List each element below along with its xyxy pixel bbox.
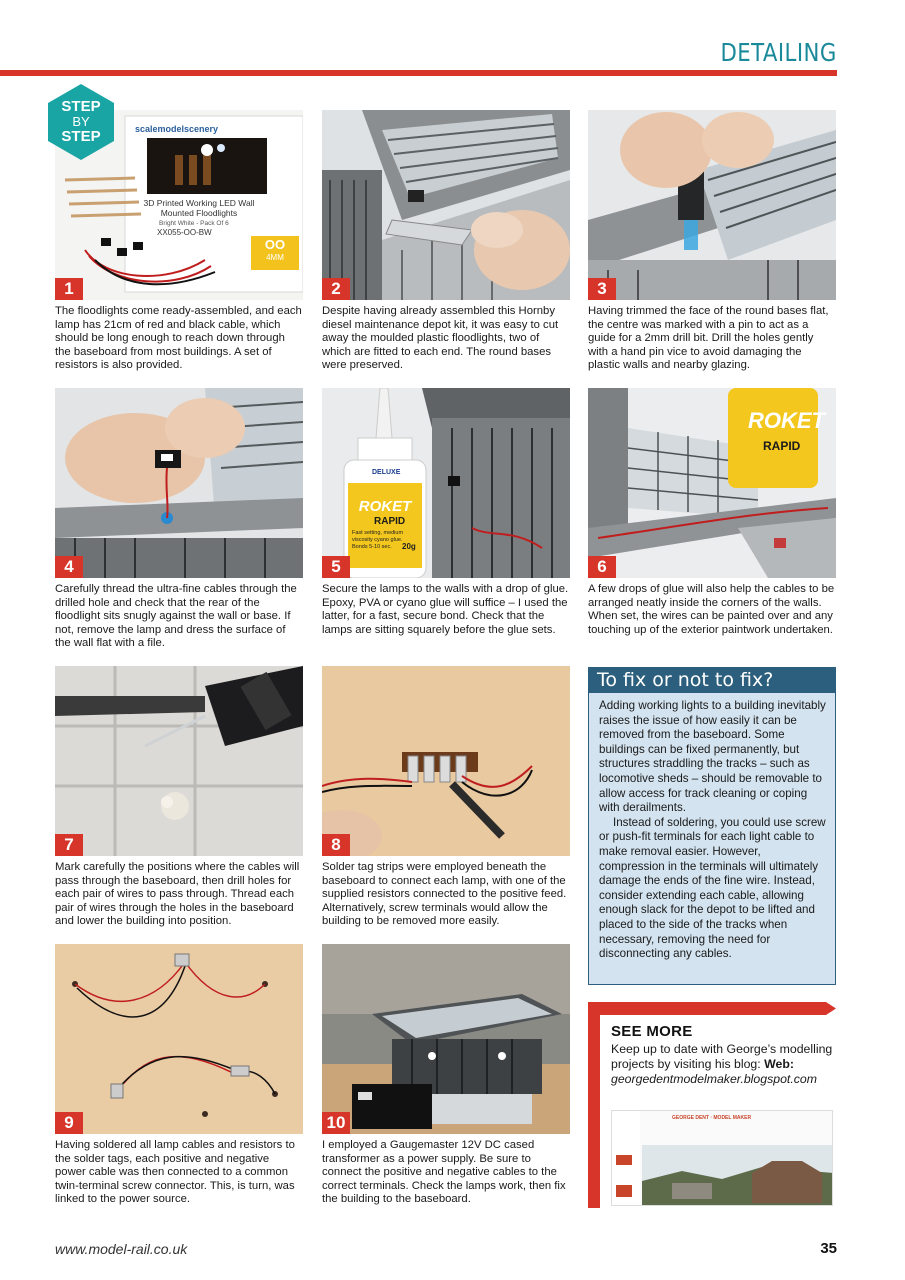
pack-scale-mm: 4MM [266,253,284,262]
step-9-caption: Having soldered all lamp cables and resistors to the solder tags, each positive and negative power cable was then connected to a common twin-terminal screw connector. This, is turn, was linked to the power source. [55,1139,295,1206]
step-6-caption: A few drops of glue will also help the cables to be arranged neatly inside the corners of the walls. When set, the wires can be painted over and any touching up of the exterior paintwork undertaken. [588,583,835,636]
step-9 [55,944,303,1207]
sidebar-paragraph-2: Instead of soldering, you could use screw or push-fit terminals for each light cable to make removal easier. However, compression in the terminals will ultimately damage the ends of the fine wire. Instead, consider extending each cable, allowing enough slack for the depot to be lifted and placed to the side of the tracks when necessary, removing the need for disconnecting any cables. [599,815,826,961]
step-4-caption: Carefully thread the ultra-fine cables through the drilled hole and check that the rear of the floodlight sits snugly against the wall or base. If not, remove the lamp and dress the surface of the wall flat with a file. [55,583,297,650]
step-7 [55,666,303,929]
threading-cable-image [55,388,303,578]
step-7-photo [55,666,303,856]
step-10-caption: I employed a Gaugemaster 12V DC cased transformer as a power supply. Be sure to connect the positive and negative cables to the correct terminals. Check the lamps work, then fix the building to the baseboard. [322,1139,566,1206]
bottle-brand: ROKET [358,498,412,515]
step-10 [322,944,570,1207]
see-more-heading: SEE MORE [611,1023,693,1040]
fix-sidebar [588,667,836,985]
step-8-caption: Solder tag strips were employed beneath the baseboard to connect each lamp, with one of the supplied resistors connected to the positive feed. Alternatively, screw terminals would allow the building to be removed more easily. [322,861,567,928]
step-8 [322,666,570,929]
step-9-photo [55,944,303,1134]
svg-text:ROKET: ROKET [748,408,825,433]
svg-text:RAPID: RAPID [763,439,801,453]
step-2 [322,110,570,373]
step-7-number: 7 [55,834,83,856]
badge-line-1: STEP [61,98,101,115]
bottle-maker: DELUXE [372,469,401,476]
step-5-number: 5 [322,556,350,578]
sidebar-paragraph-1: Adding working lights to a building inevitably raises the issue of how easily it can be removed from the baseboard. Some buildings can be fixed permanently, but structures straddling the tracks – such as locomotive sheds – should be removable to allow access for track cleaning or coping with derailments. [599,699,826,815]
step-10-photo [322,944,570,1134]
step-3-number: 3 [588,278,616,300]
pack-scale: OO [264,237,286,252]
pack-title: 3D Printed Working LED Wall Mounted Floodlights [143,198,255,218]
step-1-caption: The floodlights come ready-assembled, and each lamp has 21cm of red and black cable, which should be long enough to reach down through the baseboard from most buildings. A set of resistors is also provided. [55,305,302,372]
step-9-number: 9 [55,1112,83,1134]
step-5-photo [322,388,570,578]
step-2-caption: Despite having already assembled this Hornby diesel maintenance depot kit, it was easy to cut away the moulded plastic floodlights, two of which are fitted to each end. The round bases were preserved. [322,305,559,372]
blog-screenshot [611,1110,833,1206]
step-3 [588,110,836,373]
step-6-number: 6 [588,556,616,578]
pack-code: XX055-OO-BW [157,228,212,237]
step-4 [55,388,303,651]
see-more-side-bar [588,1002,600,1208]
badge-line-2: BY [72,114,90,129]
pack-subtitle: Bright White - Pack Of 6 [159,220,229,227]
step-6 [588,388,836,637]
bottle-size: 20g [402,542,416,551]
bottle-line-2: viscosity cyano glue. [352,537,403,543]
step-5-caption: Secure the lamps to the walls with a drop of glue. Epoxy, PVA or cyano glue will suffice – I used the latter, for a fast, secure bond. Check that the lamps are sitting squarely before the glue sets. [322,583,569,636]
step-7-caption: Mark carefully the positions where the cables will pass through the baseboard, then drill holes for each pair of wires to pass through. Thread each pair of wires through the holes in the baseboard and lower the building into position. [55,861,300,928]
finished-depot-image [322,944,570,1134]
step-3-photo [588,110,836,300]
step-8-number: 8 [322,834,350,856]
blog-url-link[interactable]: georgedentmodelmaker.blogspot.com [611,1071,817,1086]
pin-vice-drilling-image [588,110,836,300]
footer-url: www.model-rail.co.uk [55,1241,188,1257]
bottle-type: RAPID [374,516,406,527]
step-5 [322,388,570,637]
see-more-panel [588,1002,836,1208]
step-3-caption: Having trimmed the face of the round bases flat, the centre was marked with a pin to act as a guide for a 2mm drill bit. Drill the holes gently with a hand pin vice to avoid damaging the plastic walls and nearby glazing. [588,305,829,372]
step-8-photo [322,666,570,856]
step-6-photo [588,388,836,578]
cable-corner-image [588,388,836,578]
see-more-arrow [588,1002,836,1015]
step-10-number: 10 [322,1112,350,1134]
step-1-number: 1 [55,278,83,300]
page-number: 35 [820,1240,837,1257]
web-label: Web: [764,1056,794,1071]
step-4-photo [55,388,303,578]
solder-tags-image [322,666,570,856]
bottle-line-1: Fast setting, medium [352,530,404,536]
see-more-text [611,1042,833,1086]
depot-cutting-image [322,110,570,300]
step-2-photo [322,110,570,300]
blog-title: GEORGE DENT · MODEL MAKER [672,1115,752,1121]
header-rule [0,70,837,76]
drill-baseboard-image [55,666,303,856]
bottle-line-3: Bonds 5-10 sec. [352,544,392,550]
wiring-underside-image [55,944,303,1134]
blog-screenshot-image [612,1111,833,1206]
see-more-intro: Keep up to date with George’s modelling projects by visiting his blog: [611,1042,833,1071]
section-title: DETAILING [720,38,837,67]
pack-brand: scalemodelscenery [135,124,219,134]
step-4-number: 4 [55,556,83,578]
step-2-number: 2 [322,278,350,300]
step-by-step-badge [48,84,114,160]
badge-line-3: STEP [61,128,101,145]
sidebar-title: To fix or not to fix? [589,668,835,693]
